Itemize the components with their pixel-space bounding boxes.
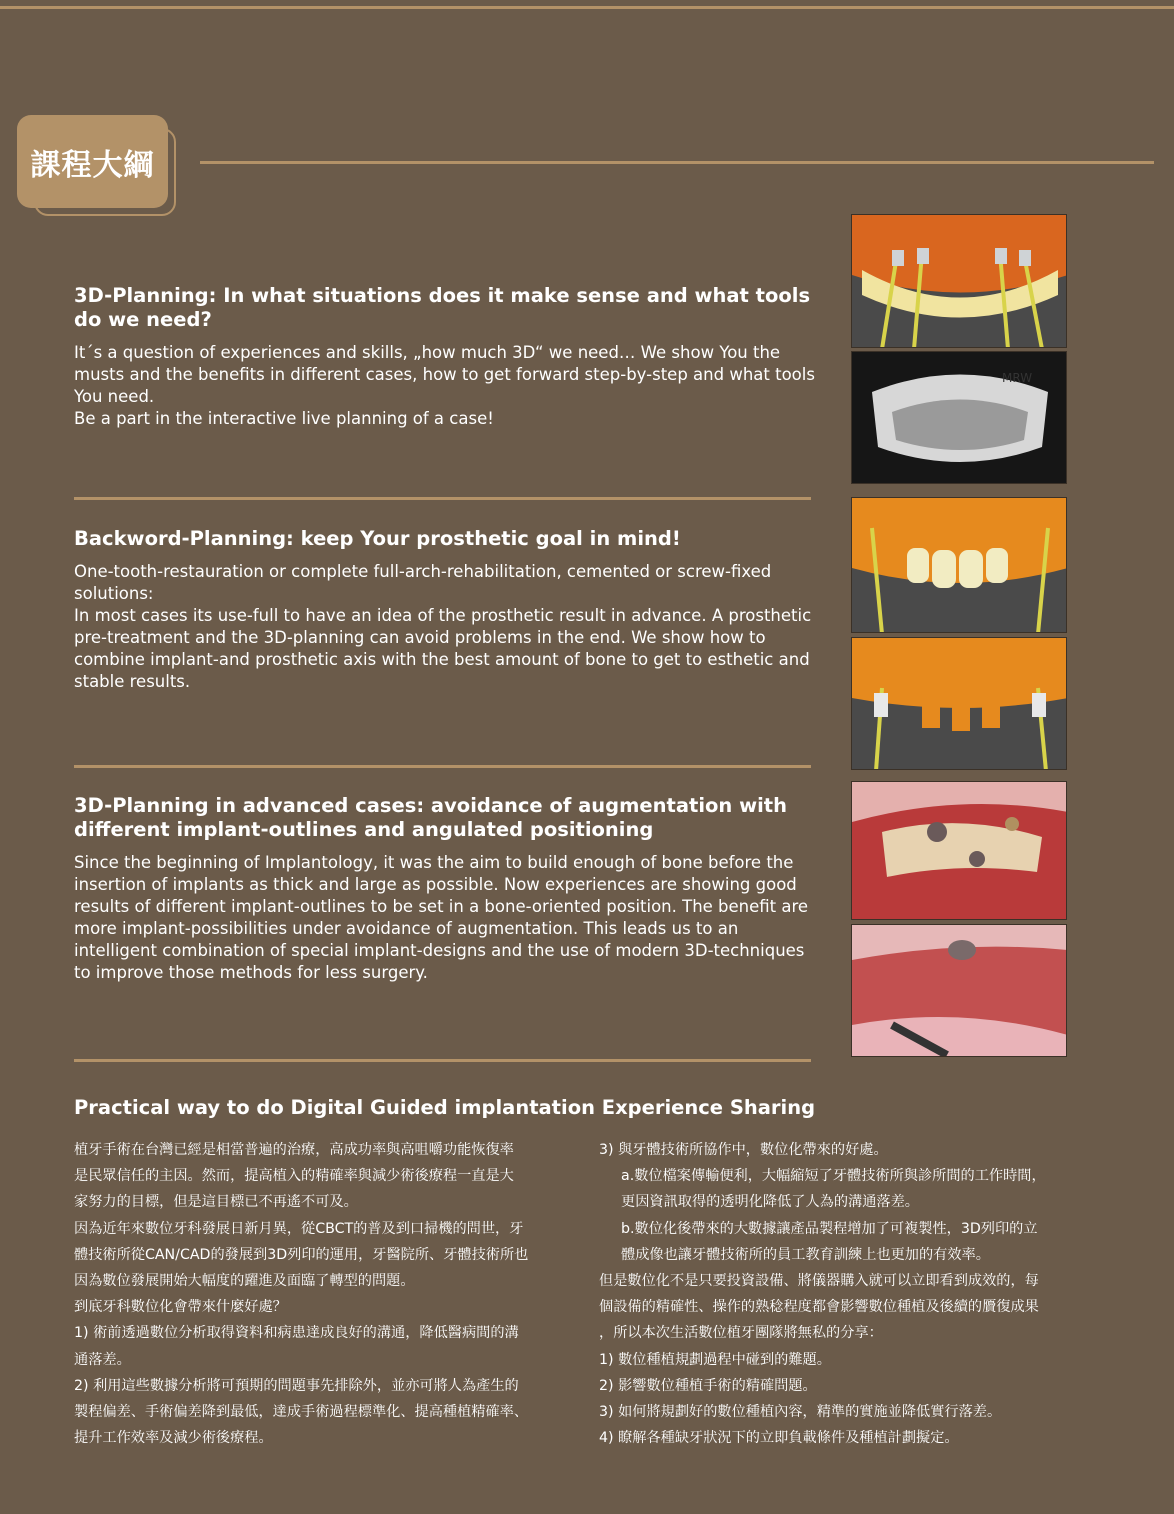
paragraph-line: 2) 影響數位種植手術的精確問題。 bbox=[599, 1377, 817, 1394]
page-title-badge: 課程大綱 bbox=[17, 115, 168, 208]
paragraph-line: 植牙手術在台灣已經是相當普遍的治療，高成功率與高咀嚼功能恢復率 bbox=[74, 1142, 514, 1158]
section-divider bbox=[74, 765, 811, 768]
chinese-column-left bbox=[74, 1137, 528, 1451]
section-3d-planning bbox=[74, 284, 819, 430]
paragraph-line: 但是數位化不是只要投資設備、將儀器購入就可以立即看到成效的，每 bbox=[599, 1273, 1039, 1290]
section-body: In most cases its use-full to have an idea of the prosthetic result in advance. A prosthetic pre-treatment and the 3D-planning can avoid problems in the end. We show how to combine implant-and prosthetic axis with the best amount of bone to get to esthetic and stable results. bbox=[74, 606, 812, 691]
image-surgical-guide bbox=[851, 351, 1067, 484]
paragraph-line: 家努力的目標，但是這目標已不再遙不可及。 bbox=[74, 1194, 358, 1211]
section-title: Backword-Planning: keep Your prosthetic goal in mind! bbox=[74, 527, 681, 550]
paragraph-line: 4) 瞭解各種缺牙狀況下的立即負載條件及種植計劃擬定。 bbox=[599, 1430, 959, 1447]
section-body: Be a part in the interactive live planning of a case! bbox=[74, 409, 494, 428]
image-surgical-site-2 bbox=[851, 924, 1067, 1057]
section-practical-way bbox=[74, 1096, 974, 1130]
paragraph-line: 體成像也讓牙體技術所的員工教育訓練上也更加的有效率。 bbox=[621, 1246, 990, 1263]
section-advanced-cases bbox=[74, 794, 819, 984]
paragraph-line: 因為近年來數位牙科發展日新月異，從CBCT的普及到口掃機的問世，牙 bbox=[74, 1220, 524, 1237]
image-3d-planning-implants bbox=[851, 214, 1067, 348]
paragraph-line: 3) 如何將規劃好的數位種植內容，精準的實施並降低實行落差。 bbox=[599, 1404, 1002, 1421]
section-backword-planning bbox=[74, 527, 819, 693]
image-prosthetic-axis bbox=[851, 637, 1067, 770]
header-rule bbox=[200, 161, 1154, 164]
paragraph-line: 到底牙科數位化會帶來什麼好處？ bbox=[74, 1299, 287, 1316]
paragraph-line: 1) 術前透過數位分析取得資料和病患達成良好的溝通，降低醫病間的溝 bbox=[74, 1325, 519, 1342]
svg-text:MRW: MRW bbox=[1002, 371, 1033, 385]
section-divider bbox=[74, 1059, 811, 1062]
paragraph-line: 體技術所從CAN/CAD的發展到3D列印的運用，牙醫院所、牙體技術所也 bbox=[74, 1246, 529, 1263]
section-title: 3D-Planning in advanced cases: avoidance of augmentation with different implant-outlines and angulated positioning bbox=[74, 794, 787, 841]
section-body: It´s a question of experiences and skills, „how much 3D“ we need… We show You the musts and the benefits in different cases, how to get forward step-by-step and what tools You need. bbox=[74, 343, 815, 406]
section-title: 3D-Planning: In what situations does it make sense and what tools do we need? bbox=[74, 284, 811, 331]
top-rule bbox=[0, 6, 1174, 9]
paragraph-line: 3) 與牙體技術所協作中，數位化帶來的好處。 bbox=[599, 1142, 888, 1158]
paragraph-line: a.數位檔案傳輸便利，大幅縮短了牙體技術所與診所間的工作時間， bbox=[621, 1168, 1046, 1185]
paragraph-line: 製程偏差、手術偏差降到最低，達成手術過程標準化、提高種植精確率、 bbox=[74, 1404, 529, 1421]
section-divider bbox=[74, 497, 811, 500]
chinese-column-right bbox=[599, 1137, 1046, 1451]
paragraph-line: 個設備的精確性、操作的熟稔程度都會影響數位種植及後續的贗復成果 bbox=[599, 1299, 1039, 1316]
paragraph-line: 提升工作效率及減少術後療程。 bbox=[74, 1430, 273, 1447]
paragraph-line: 2) 利用這些數據分析將可預期的問題事先排除外，並亦可將人為產生的 bbox=[74, 1377, 519, 1394]
paragraph-line: b.數位化後帶來的大數據讓產品製程增加了可複製性，3D列印的立 bbox=[621, 1220, 1038, 1237]
paragraph-line: 因為數位發展開始大幅度的躍進及面臨了轉型的問題。 bbox=[74, 1273, 415, 1290]
section-body: Since the beginning of Implantology, it was the aim to build enough of bone before the insertion of implants as thick and large as possible. Now experiences are showing good results of different implant-outlines to be set in a bone-oriented position. The benefit are more implant-possibilities under avoidance of augmentation. This leads us to an intelligent combination of special implant-designs and the use of modern 3D-techniques to improve those methods for less surgery. bbox=[74, 853, 809, 982]
paragraph-line: ，所以本次生活數位植牙團隊將無私的分享： bbox=[599, 1325, 883, 1342]
paragraph-line: 更因資訊取得的透明化降低了人為的溝通落差。 bbox=[621, 1194, 919, 1211]
image-surgical-site-1 bbox=[851, 781, 1067, 920]
section-title: Practical way to do Digital Guided implantation Experience Sharing bbox=[74, 1096, 816, 1119]
paragraph-line: 通落差。 bbox=[74, 1351, 131, 1368]
image-backword-planning-crowns bbox=[851, 497, 1067, 633]
section-body: One-tooth-restauration or complete full-arch-rehabilitation, cemented or screw-fixed solutions: bbox=[74, 562, 772, 603]
paragraph-line: 是民眾信任的主因。然而，提高植入的精確率與減少術後療程一直是大 bbox=[74, 1168, 514, 1185]
paragraph-line: 1) 數位種植規劃過程中碰到的難題。 bbox=[599, 1351, 831, 1368]
